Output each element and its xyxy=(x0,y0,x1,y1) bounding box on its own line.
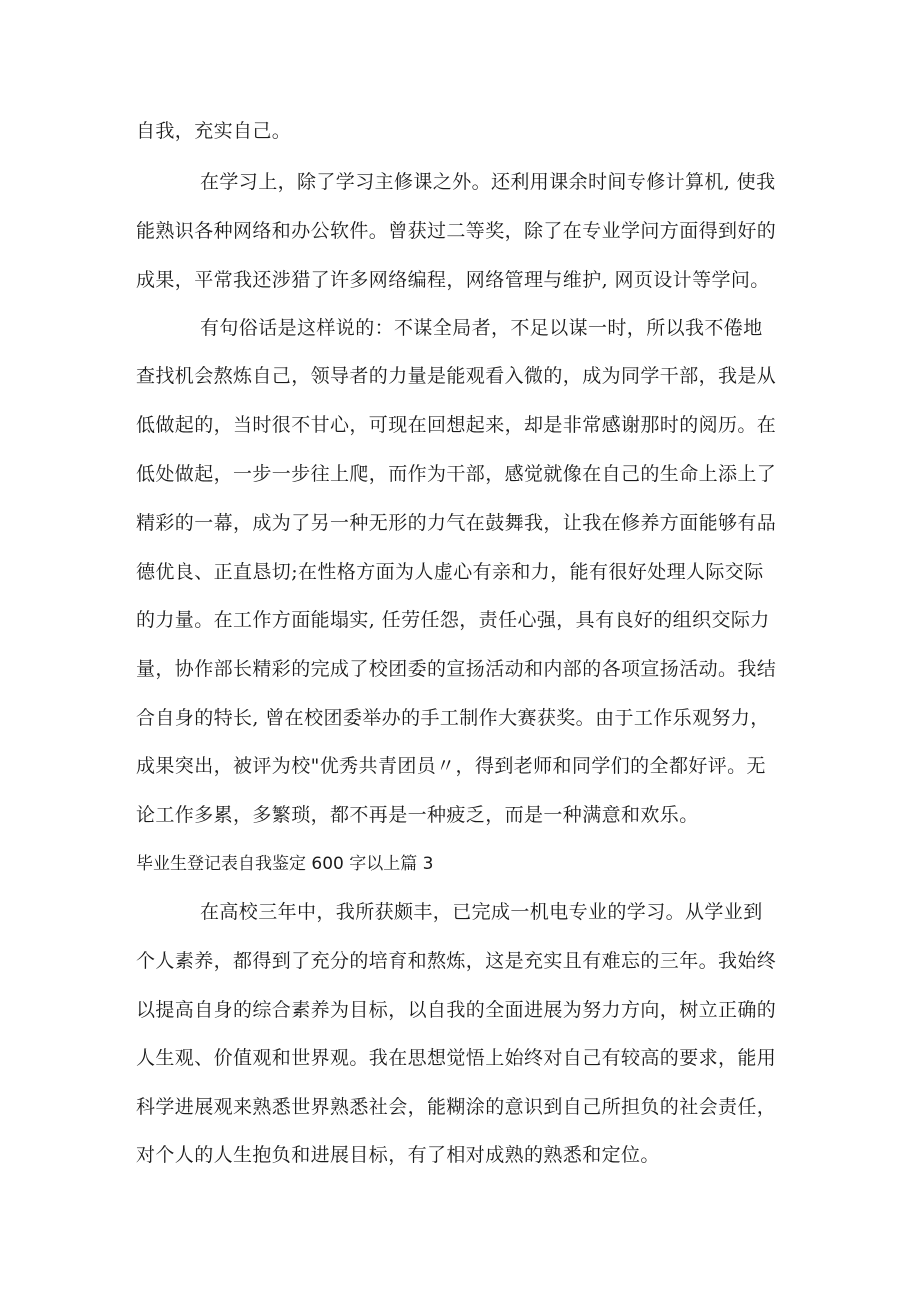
text-line: 低处做起，一步一步往上爬，而作为干部，感觉就像在自己的生命上添上了 xyxy=(136,463,777,485)
text-line: 合自身的特长, 曾在校团委举办的手工制作大赛获奖。由于工作乐观努力， xyxy=(136,707,770,729)
text-line: 的力量。在工作方面能塌实, 任劳任怨，责任心强，具有良好的组织交际力 xyxy=(136,609,770,631)
text-line: 对个人的人生抱负和进展目标，有了相对成熟的熟悉和定位。 xyxy=(136,1144,660,1166)
text-line: 自我，充实自己。 xyxy=(136,120,292,142)
text-line: 低做起的，当时很不甘心，可现在回想起来，却是非常感谢那时的阅历。在 xyxy=(136,414,777,436)
text-line: 成果，平常我还涉猎了许多网络编程，网络管理与维护, 网页设计等学问。 xyxy=(136,269,770,291)
text-line: 科学进展观来熟悉世界熟悉社会，能糊涂的意识到自己所担负的社会责任， xyxy=(136,1096,777,1118)
text-line: 论工作多累，多繁琐，都不再是一种疲乏，而是一种满意和欢乐。 xyxy=(136,804,699,826)
text-line: 精彩的一幕，成为了另一种无形的力气在鼓舞我，让我在修养方面能够有品 xyxy=(136,512,777,534)
text-line: 查找机会熬炼自己，领导者的力量是能观看入微的，成为同学干部，我是从 xyxy=(136,365,777,387)
text-line: 成果突出，被评为校"优秀共青团员〃，得到老师和同学们的全都好评。无 xyxy=(136,755,766,777)
text-line: 在学习上，除了学习主修课之外。还利用课余时间专修计算机, 使我 xyxy=(200,171,776,193)
text-line: 德优良、正直恳切;在性格方面为人虚心有亲和力，能有很好处理人际交际 xyxy=(136,561,764,583)
text-line: 在高校三年中，我所获颇丰，已完成一机电专业的学习。从学业到 xyxy=(200,901,763,923)
text-line: 以提高自身的综合素养为目标，以自我的全面进展为努力方向，树立正确的 xyxy=(136,999,777,1021)
text-line: 个人素养，都得到了充分的培育和熬炼，这是充实且有难忘的三年。我始终 xyxy=(136,950,777,972)
text-line: 能熟识各种网络和办公软件。曾获过二等奖，除了在专业学问方面得到好的 xyxy=(136,220,777,242)
text-line: 量，协作部长精彩的完成了校团委的宣扬活动和内部的各项宣扬活动。我结 xyxy=(136,658,777,680)
text-line: 人生观、价值观和世界观。我在思想觉悟上始终对自己有较高的要求，能用 xyxy=(136,1047,777,1069)
section-heading: 毕业生登记表自我鉴定 600 字以上篇 3 xyxy=(136,854,434,874)
text-line: 有句俗话是这样说的：不谋全局者，不足以谋一时，所以我不倦地 xyxy=(200,317,763,339)
